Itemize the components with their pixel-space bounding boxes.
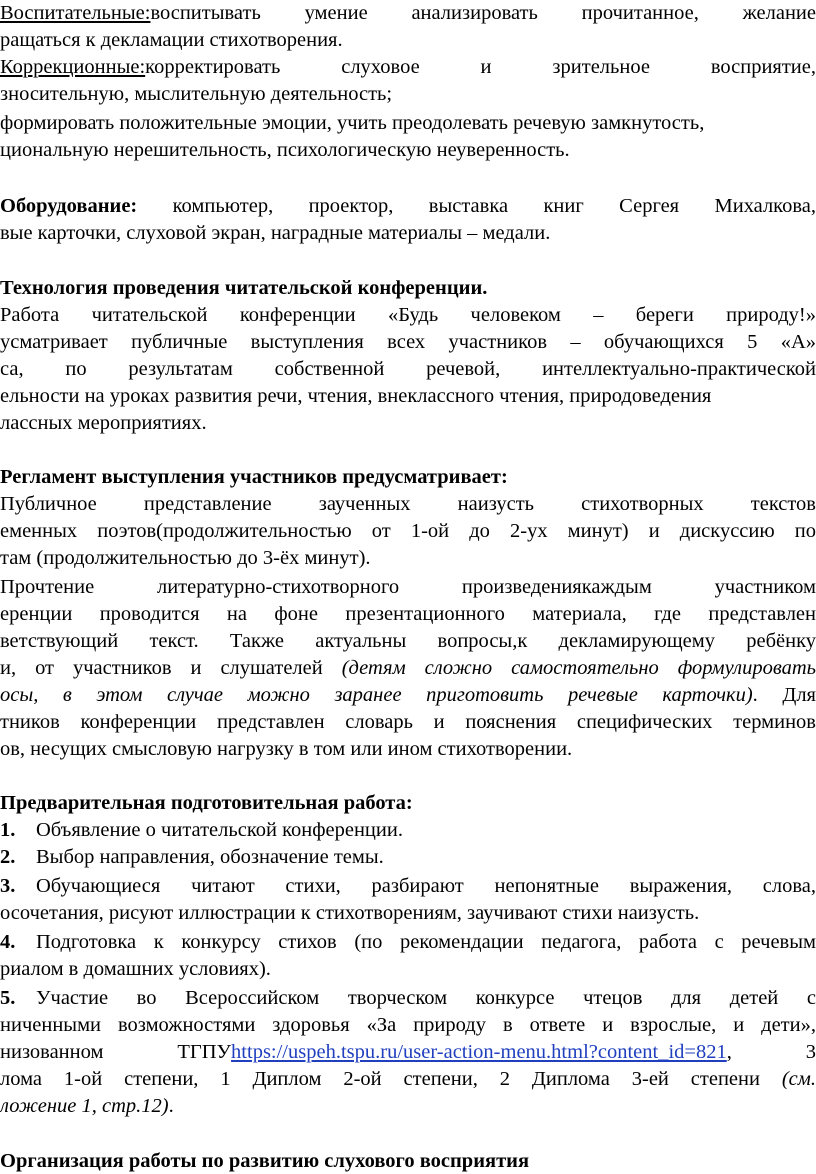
next-section-heading: Организация работы по развитию слухового восприятия (0, 1150, 530, 1172)
list-item-continuation: низованном ТГПУhttps://uspeh.tspu.ru/user-action-menu.html?content_id=821, 3 (0, 1041, 816, 1063)
educational-goals-line-1: Воспитательные:воспитывать умение анализировать прочитанное, желание (0, 2, 816, 24)
technology-line-1: Работа читательской конференции «Будь человеком – береги природу!» (0, 304, 816, 326)
list-item-text: Подготовка к конкурсу стихов (по рекомендации педагога, работа с речевым (36, 931, 816, 953)
list-item-continuation: ложение 1, стр.12). (0, 1095, 174, 1117)
educational-goals-label: Воспитательные: (0, 2, 151, 24)
technology-line-5: лассных мероприятиях. (0, 412, 207, 434)
technology-line-4: ельности на уроках развития речи, чтения, внеклассного чтения, природоведения (0, 385, 712, 407)
technology-heading: Технология проведения читательской конференции. (0, 277, 488, 299)
technology-line-2: усматривает публичные выступления всех участников – обучающихся 5 «А» (0, 331, 816, 353)
regulation-line-8: осы, в этом случае можно заранее приготовить речевые карточки). Для (0, 684, 816, 706)
list-item: 1. Объявление о читательской конференции. (0, 819, 403, 841)
regulation-line-4: Прочтение литературно-стихотворного произведениякаждым участником (0, 576, 816, 598)
equipment-line-1: Оборудование: компьютер, проектор, выставка книг Сергея Михалкова, (0, 195, 816, 217)
regulation-line-9: тников конференции представлен словарь и пояснения специфических терминов (0, 711, 816, 733)
list-item-continuation: лома 1-ой степени, 1 Диплом 2-ой степени, 2 Диплома 3-ей степени (см. (0, 1068, 816, 1090)
correctional-goals-line-2: зносительную, мыслительную деятельность; (0, 83, 393, 105)
regulation-heading: Регламент выступления участников предусматривает: (0, 466, 508, 488)
list-item: 2. Выбор направления, обозначение темы. (0, 846, 384, 868)
technology-line-3: са, по результатам собственной речевой, интеллектуально-практической (0, 358, 816, 380)
regulation-line-5: еренции проводится на фоне презентационного материала, где представлен (0, 603, 816, 625)
preparation-heading: Предварительная подготовительная работа: (0, 792, 413, 814)
correctional-goals-line-4: циональную нерешительность, психологическую неуверенность. (0, 139, 570, 161)
correctional-goals-label: Коррекционные: (0, 56, 146, 78)
equipment-label: Оборудование: (0, 195, 138, 217)
list-item: 3. (0, 875, 16, 897)
list-item-continuation: осочетания, рисуют иллюстрации к стихотворениям, заучивают стихи наизусть. (0, 902, 700, 924)
regulation-line-1: Публичное представление заученных наизусть стихотворных текстов (0, 493, 816, 515)
educational-goals-line-2: ращаться к декламации стихотворения. (0, 29, 343, 51)
regulation-line-7: и, от участников и слушателей (детям сложно самостоятельно формулировать (0, 657, 816, 679)
list-item: 4. (0, 931, 16, 953)
correctional-goals-line-3: формировать положительные эмоции, учить преодолевать речевую замкнутость, (0, 112, 705, 134)
equipment-line-2: вые карточки, слуховой экран, наградные материалы – медали. (0, 222, 551, 244)
list-item-continuation: ниченными возможностями здоровья «За природу в ответе и взрослые, и дети», (0, 1014, 816, 1036)
regulation-line-3: там (продолжительностью до 3-ёх минут). (0, 547, 371, 569)
correctional-goals-line-1: Коррекционные:корректировать слуховое и зрительное восприятие, (0, 56, 816, 78)
contest-link[interactable]: https://uspeh.tspu.ru/user-action-menu.html?content_id=821 (231, 1041, 727, 1063)
regulation-line-6: ветствующий текст. Также актуальны вопросы,к декламирующему ребёнку (0, 630, 816, 652)
list-item-continuation: риалом в домашних условиях). (0, 958, 271, 980)
list-item-text: Обучающиеся читают стихи, разбирают непонятные выражения, слова, (36, 875, 816, 897)
regulation-line-10: ов, несущих смысловую нагрузку в том или ином стихотворении. (0, 738, 573, 760)
list-item: 5. (0, 987, 16, 1009)
regulation-line-2: еменных поэтов(продолжительностью от 1-ой до 2-ух минут) и дискуссию по (0, 520, 816, 542)
list-item-text: Участие во Всероссийском творческом конкурсе чтецов для детей с (36, 987, 816, 1009)
